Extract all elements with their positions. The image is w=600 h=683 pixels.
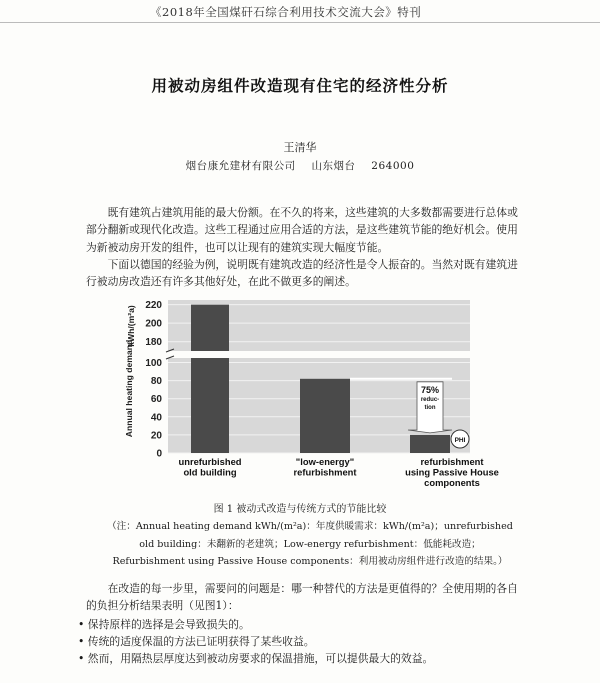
affiliation-org: 烟台康允建材有限公司 xyxy=(185,160,296,172)
paragraph-1-line: 部分翻新或现代化改造。这些工程通过应用合适的方法，是这些建筑节能的绝好机会。使用 xyxy=(86,223,518,237)
paragraph-2 xyxy=(86,256,548,291)
reduction-callout-text: tion xyxy=(424,404,436,411)
bar-unrefurbished-upper xyxy=(191,305,229,351)
paragraph-1-line: 既有建筑占建筑用能的最大份额。在不久的将来，这些建筑的大多数都需要进行总体或 xyxy=(107,206,518,219)
article-title: 用被动房组件改造现有住宅的经济性分析 xyxy=(151,77,449,95)
bar-unrefurbished-lower xyxy=(191,358,229,453)
author-name: 王清华 xyxy=(283,141,317,154)
affiliation-city: 山东烟台 xyxy=(311,160,356,172)
paragraph-3 xyxy=(86,580,548,615)
energy-chart-svg xyxy=(110,293,500,493)
paragraph-3-line: 在改造的每一步里，需要问的问题是：哪一种替代的方法是更值得的？全使用期的各自 xyxy=(107,582,518,595)
y-axis-label: Annual heating demand xyxy=(124,339,134,438)
y-tick-label: 220 xyxy=(145,300,162,312)
paragraph-2-line: 下面以德国的经验为例，说明既有建筑改造的经济性是令人振奋的。当然对既有建筑进 xyxy=(107,258,518,271)
affiliation-postcode: 264000 xyxy=(371,160,415,172)
y-axis-unit: kWh/(m²a) xyxy=(126,305,136,347)
reduction-callout-text: reduc- xyxy=(420,396,440,403)
bullet-list xyxy=(78,616,548,667)
y-tick-label: 200 xyxy=(145,318,162,330)
paragraph-2-line: 行被动房改造还有许多其他好处，在此不做更多的阐述。 xyxy=(86,275,356,289)
y-tick-label: 40 xyxy=(150,412,162,424)
energy-chart xyxy=(110,293,500,493)
phi-logo-text: PHI xyxy=(454,437,466,444)
running-head: 《2018年全国煤矸石综合利用技术交流大会》特刊 xyxy=(150,5,422,19)
bullet-item: • 保持原样的选择是会导致损失的。 xyxy=(78,618,250,631)
bullet-item: • 然而，用隔热层厚度达到被动房要求的保温措施，可以提供最大的效益。 xyxy=(78,652,434,665)
x-category-label: using Passive House xyxy=(405,466,499,478)
header-rule xyxy=(0,22,600,23)
y-tick-label: 60 xyxy=(150,394,162,406)
paragraph-3-line: 的负担分析结果表明（见图1）： xyxy=(86,599,239,613)
bar-low-energy xyxy=(300,379,350,453)
bullet-item: • 传统的适度保温的方法已证明获得了某些收益。 xyxy=(78,635,315,648)
y-tick-label: 80 xyxy=(150,376,162,388)
y-tick-label: 0 xyxy=(156,448,162,460)
figure-caption: 图 1 被动式改造与传统方式的节能比较 xyxy=(213,504,387,515)
y-tick-label: 180 xyxy=(145,337,162,349)
paragraph-1-line: 为新被动房开发的组件，也可以让现有的建筑实现大幅度节能。 xyxy=(86,240,389,254)
x-category-label: refurbishment xyxy=(420,456,484,467)
figure-note-line: Refurbishment using Passive House components：利用被动房组件进行改造的结果。） xyxy=(112,556,508,567)
reduction-callout-text: 75% xyxy=(420,384,440,395)
y-tick-label: 100 xyxy=(145,358,162,370)
figure-note-line: （注：Annual heating demand kWh/(m²a)：年度供暖需求：kWh/(m²a)；unrefurbished xyxy=(107,521,513,532)
x-category-label: unrefurbished xyxy=(178,456,242,467)
x-category-label: refurbishment xyxy=(293,466,357,478)
x-category-label: components xyxy=(424,477,480,488)
figure-note-line: old building：未翻新的老建筑；Low-energy refurbishment：低能耗改造； xyxy=(139,538,481,550)
affiliation xyxy=(0,158,600,173)
y-tick-label: 20 xyxy=(150,430,162,442)
x-category-label: "low-energy" xyxy=(295,456,355,467)
bar-passive-house xyxy=(410,435,450,453)
paragraph-1 xyxy=(86,204,548,256)
figure-note xyxy=(90,518,530,571)
x-category-label: old building xyxy=(183,466,237,478)
